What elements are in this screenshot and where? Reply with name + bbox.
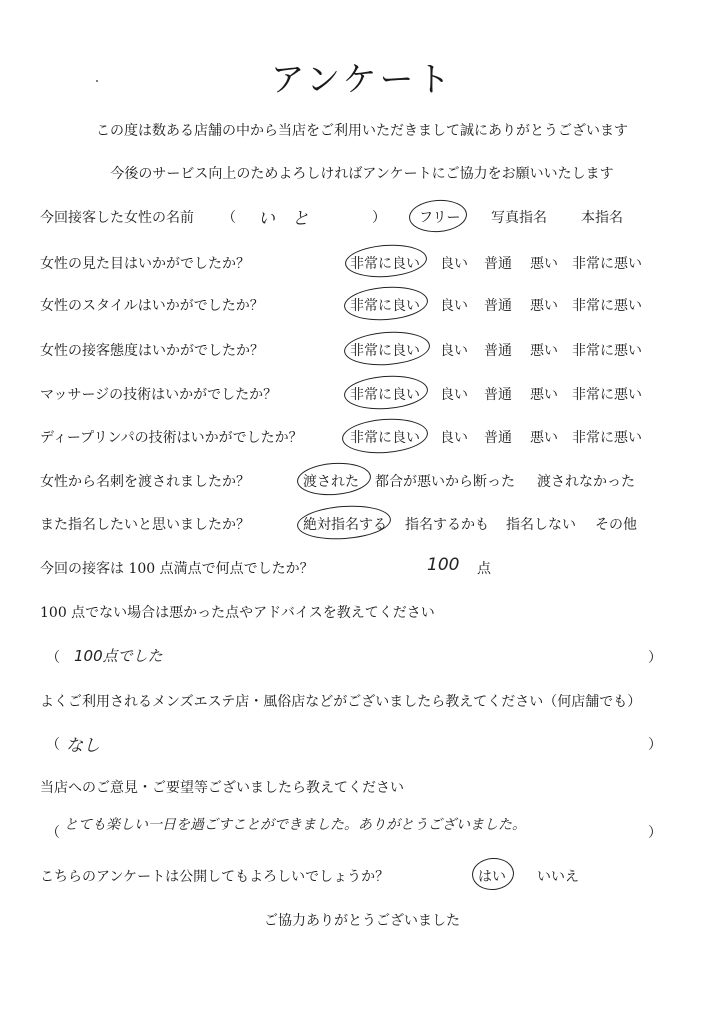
rating-option-bad[interactable]: 悪い (530, 343, 558, 359)
other-shops-answer: なし (66, 736, 100, 756)
advice-question-label: 100 点でない場合は悪かった点やアドバイスを教えてください (40, 605, 435, 621)
publish-option-no[interactable]: いいえ (537, 869, 579, 885)
feedback-question-label: 当店へのご意見・ご要望等ございましたら教えてください (40, 780, 404, 796)
repeat-option-maybe[interactable]: 指名するかも (405, 517, 489, 533)
rating-question-label: 女性の見た目はいかがでしたか？ (40, 256, 250, 272)
feedback-answer: とても楽しい一日を過ごすことができました。ありがとうございました。 (64, 817, 526, 833)
rating-question-label: ディープリンパの技術はいかがでしたか？ (40, 430, 303, 446)
feedback-open-paren: （ (46, 825, 60, 841)
rating-option-average[interactable]: 普通 (484, 430, 512, 446)
name-question-label: 今回接客した女性の名前 (40, 210, 194, 226)
rating-option-very-good[interactable]: 非常に良い (350, 298, 420, 314)
selection-circle (343, 373, 429, 412)
rating-option-very-good[interactable]: 非常に良い (350, 387, 420, 403)
rating-option-very-bad[interactable]: 非常に悪い (572, 298, 642, 314)
rating-option-good[interactable]: 良い (440, 387, 468, 403)
other-shops-open-paren: （ (46, 737, 60, 753)
other-shops-question-label: よくご利用されるメンズエステ店・風俗店などがございましたら教えてください（何店舗でも） (40, 694, 642, 710)
rating-option-average[interactable]: 普通 (484, 387, 512, 403)
rating-question-label: 女性の接客態度はいかがでしたか？ (40, 343, 264, 359)
rating-option-bad[interactable]: 悪い (530, 387, 558, 403)
repeat-option-definitely[interactable]: 絶対指名する (303, 517, 387, 533)
rating-option-average[interactable]: 普通 (484, 298, 512, 314)
advice-close-paren: ） (648, 650, 662, 666)
rating-option-very-good[interactable]: 非常に良い (350, 343, 420, 359)
name-option-free[interactable]: フリー (419, 210, 461, 226)
selection-circle (296, 460, 372, 497)
score-question-label: 今回の接客は 100 点満点で何点でしたか？ (40, 561, 314, 577)
rating-option-good[interactable]: 良い (440, 430, 468, 446)
card-question-label: 女性から名刺を渡されましたか？ (40, 474, 250, 490)
selection-circle (343, 329, 431, 368)
selection-circle (344, 242, 428, 280)
rating-option-good[interactable]: 良い (440, 256, 468, 272)
rating-option-average[interactable]: 普通 (484, 256, 512, 272)
rating-option-very-good[interactable]: 非常に良い (350, 256, 420, 272)
feedback-close-paren: ） (648, 825, 662, 841)
name-answer: い と (258, 209, 309, 229)
selection-circle (296, 503, 392, 542)
score-unit: 点 (477, 561, 491, 577)
rating-option-very-bad[interactable]: 非常に悪い (572, 343, 642, 359)
rating-option-very-bad[interactable]: 非常に悪い (572, 430, 642, 446)
publish-option-yes[interactable]: はい (478, 869, 506, 885)
rating-option-bad[interactable]: 悪い (530, 430, 558, 446)
selection-circle (341, 416, 429, 456)
repeat-option-other[interactable]: その他 (595, 517, 637, 533)
rating-option-average[interactable]: 普通 (484, 343, 512, 359)
repeat-question-label: また指名したいと思いましたか？ (40, 517, 250, 533)
name-open-paren: （ (222, 210, 236, 226)
rating-option-very-good[interactable]: 非常に良い (350, 430, 420, 446)
advice-answer: 100点でした (74, 647, 163, 665)
rating-option-bad[interactable]: 悪い (530, 298, 558, 314)
intro-line-1: この度は数ある店舗の中から当店をご利用いただきまして誠にありがとうございます (96, 123, 628, 139)
selection-circle (471, 857, 515, 892)
selection-circle (408, 198, 468, 234)
advice-open-paren: （ (46, 650, 60, 666)
publish-question-label: こちらのアンケートは公開してもよろしいでしょうか？ (40, 869, 390, 885)
name-option-main[interactable]: 本指名 (581, 210, 623, 226)
rating-option-very-bad[interactable]: 非常に悪い (572, 256, 642, 272)
other-shops-close-paren: ） (648, 737, 662, 753)
closing-message: ご協力ありがとうございました (264, 913, 460, 929)
repeat-option-no[interactable]: 指名しない (506, 517, 576, 533)
rating-option-good[interactable]: 良い (440, 343, 468, 359)
page-title: アンケート (270, 60, 454, 100)
card-option-received[interactable]: 渡された (303, 474, 359, 490)
intro-line-2: 今後のサービス向上のためよろしければアンケートにご協力をお願いいたします (110, 166, 614, 182)
rating-option-very-bad[interactable]: 非常に悪い (572, 387, 642, 403)
rating-question-label: マッサージの技術はいかがでしたか？ (40, 387, 278, 403)
rating-option-bad[interactable]: 悪い (530, 256, 558, 272)
name-close-paren: ） (372, 210, 386, 226)
card-option-declined[interactable]: 都合が悪いから断った (375, 474, 515, 490)
score-answer: 100 (427, 555, 460, 575)
rating-question-label: 女性のスタイルはいかがでしたか？ (40, 298, 264, 314)
card-option-not-received[interactable]: 渡されなかった (537, 474, 635, 490)
selection-circle (343, 284, 429, 323)
name-option-photo[interactable]: 写真指名 (491, 210, 547, 226)
rating-option-good[interactable]: 良い (440, 298, 468, 314)
